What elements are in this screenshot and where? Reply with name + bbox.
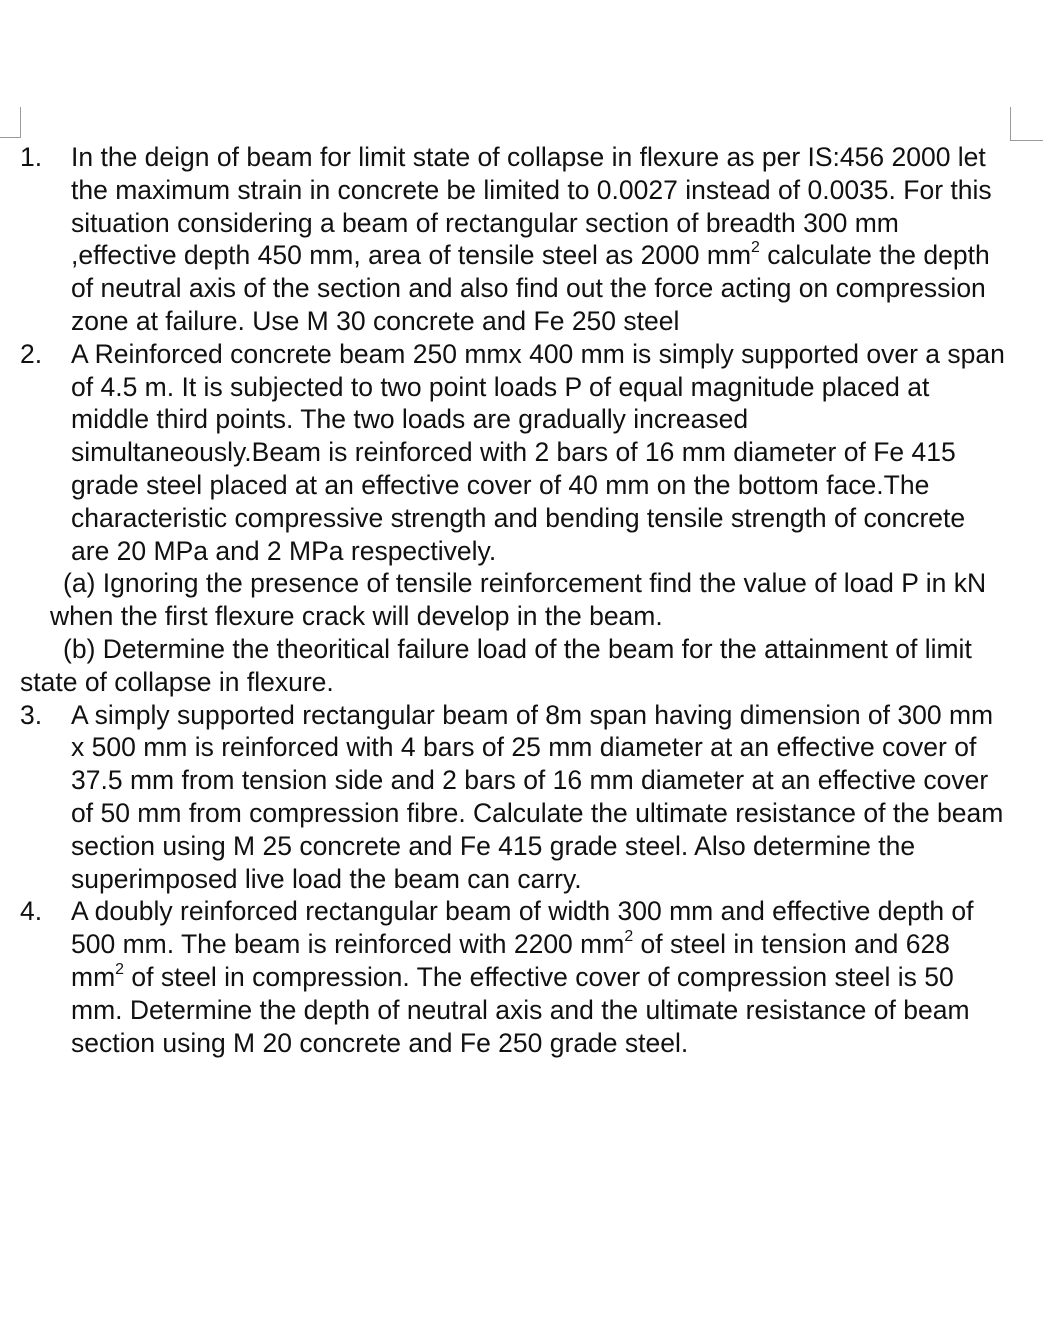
question-number: 2. bbox=[20, 338, 43, 369]
question-text: A simply supported rectangular beam of 8m span having dimension of 300 mm x 500 mm is reinforced with 4 bars of 25 mm diameter at an effective cover of 37.5 mm from tension side and 2 bars of 16 mm diameter at an effective cover of 50 mm from compression fibre. Calculate the ultimate resistance of the beam section using M 25 concrete and Fe 415 grade steel. Also determine the superimposed live load the beam can carry. bbox=[71, 699, 1004, 894]
question-2 bbox=[20, 338, 1005, 568]
superscript: 2 bbox=[751, 239, 760, 257]
question-number: 4. bbox=[20, 896, 43, 927]
superscript: 2 bbox=[115, 961, 124, 978]
question-text-part: of steel in compression. The effective cover of compression steel is 50 mm. Determine the depth of neutral axis and the ultimate resistance of beam section using M 20 concrete and Fe 250 grade steel. bbox=[71, 961, 970, 1058]
question-text-part: of steel in tension and 628 mm bbox=[71, 929, 950, 992]
question-text-part: A doubly reinforced rectangular beam of width 300 mm and effective depth of 500 mm. The beam is reinforced with 2200 mm bbox=[71, 896, 974, 960]
question-text-part: calculate the depth of neutral axis of the section and also find out the force acting on compression zone at failure. Use M 30 concrete and Fe 250 steel bbox=[71, 240, 990, 336]
crop-mark-top-left bbox=[0, 107, 21, 138]
question-number: 1. bbox=[20, 142, 43, 172]
document-body bbox=[20, 141, 1005, 1059]
superscript: 2 bbox=[624, 928, 634, 946]
sub-question-a bbox=[20, 567, 1005, 633]
question-1 bbox=[20, 141, 1005, 338]
crop-mark-top-right bbox=[1010, 107, 1043, 141]
question-text bbox=[71, 142, 992, 336]
sub-question-text: (a) Ignoring the presence of tensile reinforcement find the value of load P in kN bbox=[63, 568, 987, 599]
sub-question-text: when the first flexure crack will develop in the beam. bbox=[50, 601, 663, 632]
question-3 bbox=[20, 699, 1005, 896]
question-text: A Reinforced concrete beam 250 mmx 400 mm is simply supported over a span of 4.5 m. It is subjected to two point loads P of equal magnitude placed at middle third points. The two loads are gradually increased simultaneously.Beam is reinforced with 2 bars of 16 mm diameter of Fe 415 grade steel placed at an effective cover of 40 mm on the bottom face.The characteristic compressive strength and bending tensile strength of concrete are 20 MPa and 2 MPa respectively. bbox=[71, 338, 1005, 566]
question-text-part: In the deign of beam for limit state of collapse in flexure as per IS:456 2000 let the maximum strain in concrete be limited to 0.0027 instead of 0.0035. For this situation considering a beam of rectangular section of breadth 300 mm ,effective depth 450 mm, area of tensile steel as 2000 mm bbox=[71, 142, 992, 271]
sub-question-b: (b) Determine the theoritical failure load of the beam for the attainment of limit state of collapse in flexure. bbox=[20, 633, 972, 697]
question-text bbox=[71, 896, 974, 1057]
question-4 bbox=[20, 895, 1005, 1059]
question-number: 3. bbox=[20, 699, 43, 730]
